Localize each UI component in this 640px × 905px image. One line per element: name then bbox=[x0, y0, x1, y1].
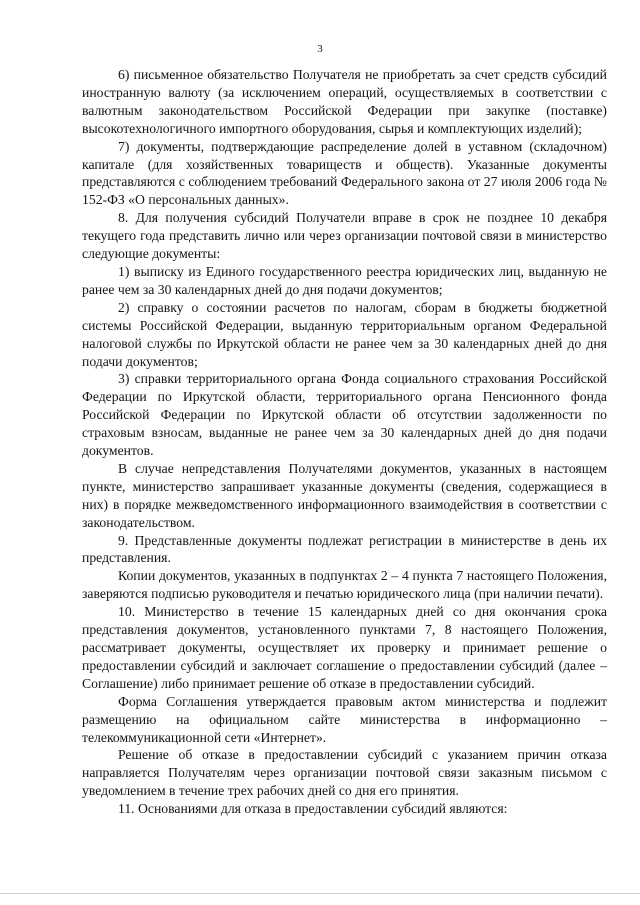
paragraph-subitem-1-registry-extract: 1) выписку из Единого государственного реестра юридических лиц, выданную не ранее чем за 30 календарных дней до дня подачи документов; bbox=[82, 263, 607, 297]
scan-bottom-edge bbox=[0, 893, 640, 894]
paragraph-copies-certification: Копии документов, указанных в подпунктах 2 – 4 пункта 7 настоящего Положения, заверяются подписью руководителя и печатью юридического лица (при наличии печати). bbox=[82, 568, 607, 602]
document-body bbox=[82, 66, 607, 818]
paragraph-item-6-foreign-currency-obligation: 6) письменное обязательство Получателя не приобретать за счет средств субсидий иностранную валюту (за исключением операций, осуществляемых в соответствии с валютным законодательством Российской Федерации при закупке (поставке) высокотехнологичного импортного оборудования, сырья и комплектующих изделий); bbox=[82, 67, 607, 136]
paragraph-refusal-notice: Решение об отказе в предоставлении субсидий с указанием причин отказа направляется Получателям через организации почтовой связи заказным письмом с уведомлением в течение трех рабочих дней со дня его принятия. bbox=[82, 747, 607, 799]
paragraph-clause-10-review-decision: 10. Министерство в течение 15 календарных дней со дня окончания срока представления документов, установленного пунктами 7, 8 настоящего Положения, рассматривает документы, осуществляет их проверку и принимает решение о предоставлении субсидий и заключает соглашение о предоставлении субсидий (далее – Соглашение) либо принимает решение об отказе в предоставлении субсидий. bbox=[82, 604, 607, 691]
paragraph-clause-8-documents-submission: 8. Для получения субсидий Получатели вправе в срок не позднее 10 декабря текущего года представить лично или через организации почтовой связи в министерство следующие документы: bbox=[82, 210, 607, 262]
paragraph-clause-11-refusal-grounds: 11. Основаниями для отказа в предоставлении субсидий являются: bbox=[118, 801, 508, 817]
paragraph-item-7-capital-shares-documents: 7) документы, подтверждающие распределение долей в уставном (складочном) капитале (для хозяйственных товариществ и обществ). Указанные документы представляются с соблюдением требований Федерального закона от 27 июля 2006 года № 152-ФЗ «О персональных данных». bbox=[82, 138, 607, 208]
paragraph-agreement-form: Форма Соглашения утверждается правовым актом министерства и подлежит размещению на официальном сайте министерства в информационно – телекоммуникационной сети «Интернет». bbox=[82, 693, 607, 745]
paragraph-clause-9-registration: 9. Представленные документы подлежат регистрации в министерстве в день их представления. bbox=[82, 532, 607, 566]
paragraph-subitem-3-fund-certificates: 3) справки территориального органа Фонда социального страхования Российской Федерации по Иркутской области, территориального органа Пенсионного фонда Российской Федерации по Иркутской области об отсутствии задолженности по страховым взносам, выданные не ранее чем за 30 календарных дней до дня подачи документов. bbox=[82, 371, 607, 459]
paragraph-interagency-request: В случае непредставления Получателями документов, указанных в настоящем пункте, министерство запрашивает указанные документы (сведения, содержащиеся в них) в порядке межведомственного информационного взаимодействия в соответствии с законодательством. bbox=[82, 460, 607, 530]
page-number: 3 bbox=[317, 43, 323, 55]
paragraph-subitem-2-tax-certificate: 2) справку о состоянии расчетов по налогам, сборам в бюджеты бюджетной системы Российской Федерации, выданную территориальным органом Федеральной налоговой службы по Иркутской области не ранее чем за 30 календарных дней до дня подачи документов; bbox=[82, 299, 607, 369]
